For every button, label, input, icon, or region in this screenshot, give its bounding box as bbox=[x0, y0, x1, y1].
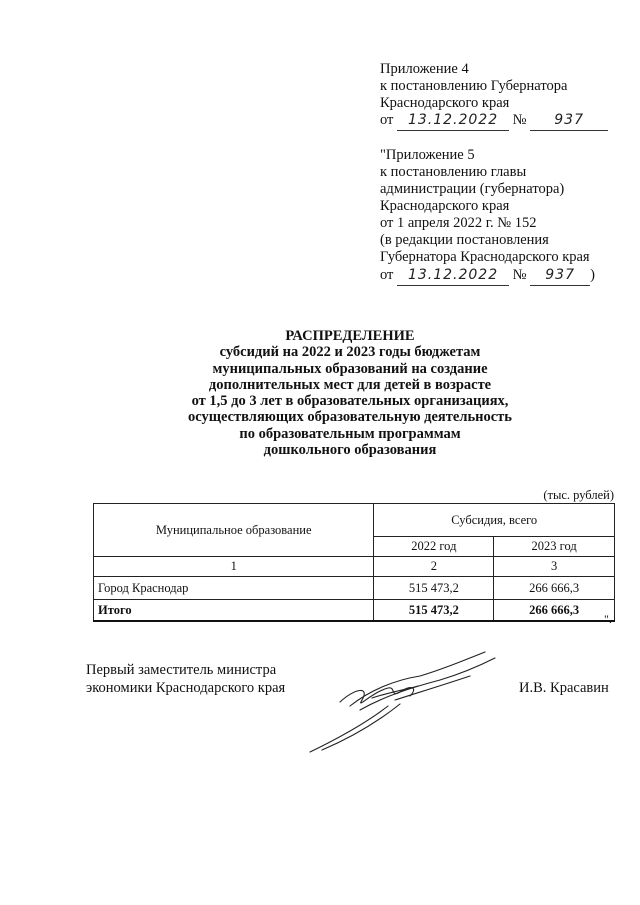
handwritten-signature bbox=[300, 640, 510, 760]
appendix5-date: 13.12.2022 bbox=[397, 267, 509, 286]
appendix4-number: 937 bbox=[530, 112, 608, 131]
total-label: Итого bbox=[94, 600, 374, 622]
appendix5-num-label: № bbox=[512, 267, 527, 283]
appendix5-close: ) bbox=[590, 267, 595, 283]
appendix4-line1: Приложение 4 bbox=[380, 61, 469, 77]
row-value-2023: 266 666,3 bbox=[494, 577, 615, 600]
total-value-2023: 266 666,3 bbox=[494, 600, 615, 622]
closing-quote: ". bbox=[604, 612, 612, 626]
appendix4-from-prefix: от bbox=[380, 112, 394, 128]
appendix5-line3: администрации (губернатора) bbox=[380, 181, 565, 197]
subsidy-table bbox=[93, 503, 615, 622]
index-cell: 3 bbox=[494, 557, 615, 577]
appendix5-line4: Краснодарского края bbox=[380, 198, 510, 214]
header-municipality: Муниципальное образование bbox=[94, 504, 374, 557]
table-header-row bbox=[94, 504, 615, 537]
appendix4-line3: Краснодарского края bbox=[380, 95, 510, 111]
appendix5-from-prefix: от bbox=[380, 267, 394, 283]
title-line: муниципальных образований на создание bbox=[212, 360, 488, 377]
appendix4-line2: к постановлению Губернатора bbox=[380, 78, 568, 94]
row-value-2022: 515 473,2 bbox=[374, 577, 494, 600]
header-year-2023: 2023 год bbox=[494, 537, 615, 557]
appendix5-line7: Губернатора Краснодарского края bbox=[380, 249, 590, 265]
table-row bbox=[94, 577, 615, 600]
index-cell: 2 bbox=[374, 557, 494, 577]
total-value-2022: 515 473,2 bbox=[374, 600, 494, 622]
title-heading: РАСПРЕДЕЛЕНИЕ bbox=[285, 328, 415, 344]
signer-position-line2: экономики Краснодарского края bbox=[86, 680, 286, 696]
document-title bbox=[110, 328, 590, 458]
header-subsidy: Субсидия, всего bbox=[374, 504, 615, 537]
title-line: дошкольного образования bbox=[263, 442, 437, 459]
table-index-row bbox=[94, 557, 615, 577]
header-year-2022: 2022 год bbox=[374, 537, 494, 557]
table-units: (тыс. рублей) bbox=[543, 488, 614, 502]
index-cell: 1 bbox=[94, 557, 374, 577]
signer-name: И.В. Красавин bbox=[519, 680, 609, 696]
appendix5-line1: "Приложение 5 bbox=[380, 147, 475, 163]
title-line: дополнительных мест для детей в возрасте bbox=[208, 376, 492, 393]
row-municipality: Город Краснодар bbox=[94, 577, 374, 600]
appendix5-number: 937 bbox=[530, 267, 590, 286]
signer-position-line1: Первый заместитель министра bbox=[86, 662, 277, 678]
table-total-row bbox=[94, 600, 615, 622]
appendix4-date: 13.12.2022 bbox=[397, 112, 509, 131]
title-line: осуществляющих образовательную деятельность bbox=[188, 409, 512, 426]
appendix5-line6: (в редакции постановления bbox=[380, 232, 549, 248]
appendix4-date-line bbox=[380, 112, 608, 131]
appendix4-num-label: № bbox=[512, 112, 527, 128]
title-line: субсидий на 2022 и 2023 годы бюджетам bbox=[219, 344, 481, 361]
appendix5-date-line bbox=[380, 267, 595, 286]
title-line: от 1,5 до 3 лет в образовательных организациях, bbox=[191, 393, 509, 410]
title-line: по образовательным программам bbox=[239, 425, 461, 442]
appendix5-line2: к постановлению главы bbox=[380, 164, 527, 180]
appendix5-line5: от 1 апреля 2022 г. № 152 bbox=[380, 215, 537, 231]
